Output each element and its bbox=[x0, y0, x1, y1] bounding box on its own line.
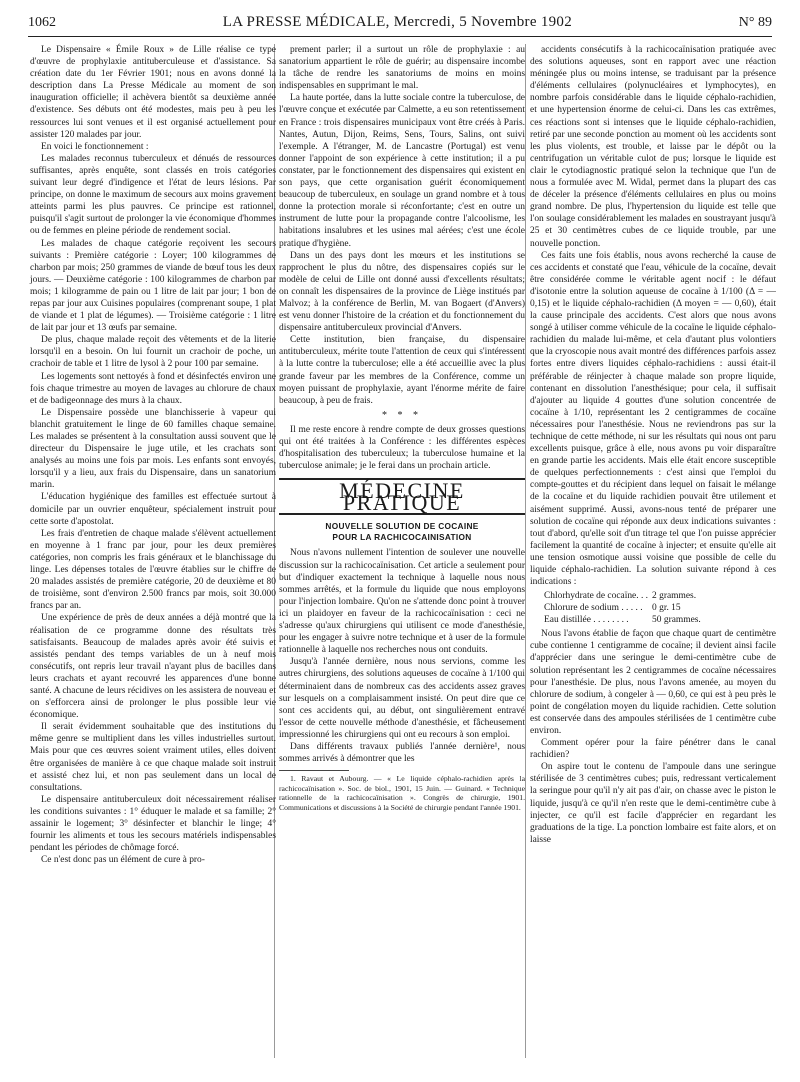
ingredient-amount: 0 gr. 15 bbox=[652, 603, 681, 614]
ingredient-name: Chlorhydrate de cocaïne. . . bbox=[544, 591, 649, 602]
paragraph: Une expérience de près de deux années a déjà montré que la réalisation de ce programme donne des résultats très satisfaisants. Beaucoup de malades après avoir été suivis et assistés pendant des temps variables de un à neuf mois consécutifs, ont repris leur travail n'ayant plus de bacilles dans leurs crachats et ayant recouvré les apparences d'une bonne santé. A chacune de leurs récidives on les assistera de nouveau et on s'efforcera ainsi de prolonger le plus possible leur vie économique. bbox=[30, 613, 276, 721]
paragraph: Dans un des pays dont les mœurs et les institutions se rapprochent le plus du nôtre, des dispensaires copiés sur le modèle de celui de Lille ont donné aussi d'excellents résultats; on connaît les dispensaires de la province de Liège institués par Malvoz; à la conférence de Berlin, M. van Bogaert (d'Anvers) est venu donner l'histoire de la création et du fonctionnement du dispensaire antituberculeux provincial d'Anvers. bbox=[279, 250, 525, 334]
page-number: 1062 bbox=[28, 15, 56, 30]
formula-row bbox=[544, 614, 705, 626]
paragraph: Dans différents travaux publiés l'année dernière¹, nous sommes arrivés à démontrer que les bbox=[279, 741, 525, 765]
paragraph: Ces faits une fois établis, nous avons recherché la cause de ces accidents et constaté que l'eau, véhicule de la cocaïne, devait être considérée comme le véritable agent nocif : le défaut d'isotonie entre la solution aqueuse de cocaïne à 1/100 (Δ = — 0,15) et le liquide céphalo-rachidien (Δ moyen = — 0,60), était la cause principale des accidents. C'est alors que nous avons songé à utiliser comme véhicule de la cocaïne le liquide céphalo-rachidien du malade lui-même, et cela d'autant plus volontiers que la cryoscopie nous avait montré des différences parfois assez fortes entre divers liquides céphalo-rachidiens : aussi était-il préférable de réinjecter à chaque malade son propre liquide, contenant en dissolution l'anesthésique; pour cela, il suffisait d'ajouter au liquide 4 gouttes d'une solution concentrée de cocaïne à 1/10, représentant les 2 centigrammes de cocaïne nécessaires pour l'anesthésie. Nous ne reviendrons pas sur la technique de cette méthode, ni sur les résultats qui nous ont paru excellents puisque, grâce à elle, nous avons pu voir disparaître en grande partie les accidents. Mais elle était encore susceptible de quelques perfectionnements : c'est ainsi que l'emploi du compte-gouttes et du récipient dans lequel on faisait le mélange de la cocaïne et du liquide rachidien pouvait être utilement et aisément supprimé. Aussi, avons-nous tenté de préparer une solution de cocaïne qui réponde aux deux indications suivantes : tout d'abord, qu'elle soit d'un titrage tel que l'on puisse apprécier facilement la quantité de cocaïne à injecter; et ensuite qu'elle ait une tension osmotique aussi voisine que possible de celle du liquide céphalo-rachidien. La solution suivante répond à ces indications : bbox=[530, 250, 776, 588]
column-3 bbox=[530, 44, 776, 846]
paragraph: Jusqu'à l'année dernière, nous nous servions, comme les autres chirurgiens, des solutions aqueuses de cocaïne à 1/100 qui déterminaient dans de nombreux cas des accidents assez graves sur lesquels on a complaisamment insisté. On peut dire que ce sont ces accidents qui, au début, ont singulièrement entravé l'essor de cette nouvelle méthode d'anesthésie, et fâcheusement impressionné les chirurgiens qui ont eu recours à son emploi. bbox=[279, 657, 525, 740]
ingredient-amount: 2 grammes. bbox=[652, 591, 697, 602]
footnote-rule bbox=[279, 770, 349, 771]
formula-row bbox=[544, 602, 705, 614]
ingredient-name: Eau distillée . . . . . . . . bbox=[544, 615, 629, 626]
paragraph: Les logements sont nettoyés à fond et désinfectés environ une fois chaque trimestre au moyen de lavages au chlorure de chaux et de badigeonnage des murs à la chaux. bbox=[30, 371, 276, 406]
article-title-line: NOUVELLE SOLUTION DE COCAINE bbox=[325, 521, 479, 532]
paragraph: Il serait évidemment souhaitable que des institutions du même genre se multiplient dans les villes industrielles surtout. Mais pour que ces œuvres soient vraiment utiles, elles doivent être organisées de manière à ce que chaque malade soit instruit et assisté chez lui, et non pas seulement dans un local de consultations. bbox=[30, 722, 276, 793]
paragraph: Le dispensaire antituberculeux doit nécessairement réaliser les conditions suivantes : 1° éduquer le malade et sa famille; 2° assainir le logement; 3° désinfecter et blanchir le linge; 4° fournir les aliments et tous les secours matériels indispensables pendant les périodes de chômage forcé. bbox=[30, 794, 276, 854]
paragraph: Il me reste encore à rendre compte de deux grosses questions qui ont été traitées à la Conférence : les différentes espèces d'hospitalisation des tuberculeux; la tuberculose humaine et la tuberculose animale; je le ferai dans un prochain article. bbox=[279, 424, 525, 472]
issue-number: N° 89 bbox=[738, 15, 772, 30]
paragraph: Comment opérer pour la faire pénétrer dans le canal rachidien? bbox=[530, 738, 776, 761]
paragraph: Nous l'avons établie de façon que chaque quart de centimètre cube contienne 1 centigramme de cocaïne; il devient ainsi facile d'apprécier dans une seringue le demi-centimètre cube de solution représentant les 2 centigrammes de cocaïne nécessaires pour l'anesthésie. De plus, nous l'avons amenée, au moyen du chlorure de sodium, à congeler à — 0,60, ce qui est à peu près le point de congélation moyen du liquide rachidien. Cette solution est conservée dans des ampoules stérilisées de 1 centimètre cube environ. bbox=[530, 629, 776, 736]
paragraph: Le Dispensaire « Émile Roux » de Lille réalise ce type d'œuvre de prophylaxie antituberculeuse et d'assistance. Sa création date du 1er Février 1901; nous en avons donné la description dans La Presse Médicale au moment de son inauguration officielle; il achèvera bientôt sa deuxième année d'existence. Ses débuts ont été modestes, mais peu à peu les ressources lui sont venues et il est organisé actuellement pour assister 120 malades par jour. bbox=[30, 45, 276, 140]
paragraph: prement parler; il a surtout un rôle de prophylaxie : au sanatorium appartient le rôle de guérir; au dispensaire incombe la tâche de rendre les sanatoriums de moins en moins indispensables en supprimant le mal. bbox=[279, 45, 525, 92]
paragraph: Les frais d'entretien de chaque malade s'élèvent actuellement en moyenne à 1 franc par jour, pour les deux premières catégories, non compris les frais généraux et le blanchissage du linge. Les dépenses totales de l'œuvre établies sur le chiffre de 20 malades assistés de première catégorie, 20 de deuxième et 80 de troisième, sont d'environ 2.500 francs par mois, soit 30.000 francs par an. bbox=[30, 528, 276, 612]
paragraph: accidents consécutifs à la rachicocaïnisation pratiquée avec des solutions aqueuses, sont en rapport avec une réaction méningée plus ou moins intense, se traduisant par la présence d'éléments cellulaires (polynucléaires et lymphocytes), en nombre parfois considérable dans le liquide céphalo-rachidien, et une hypertension énorme de celui-ci. Dans les cas extrêmes, ces réactions sont si intenses que le liquide céphalo-rachidien, retiré par une seconde ponction au moment où les accidents sont les plus violents, est trouble, et laisse par le dépôt ou la centrifugation un véritable culot de pus; lorsque le liquide est clair le cytodiagnostic pratiqué selon la technique que l'un de nous a formulée avec M. Widal, permet dans la plupart des cas de déceler la présence d'éléments cellulaires en plus ou moins grand nombre. De plus, l'hypertension du liquide est telle que l'on soulage considérablement les malades en soustrayant jusqu'à 25 et 30 centimètres cubes de ce liquide trouble, par une nouvelle ponction. bbox=[530, 45, 776, 249]
paragraph: L'éducation hygiénique des familles est effectuée surtout à domicile par un ouvrier enquêteur, spécialement instruit pour cette sorte d'apostolat. bbox=[30, 492, 276, 527]
formula-table bbox=[544, 590, 705, 626]
column-divider bbox=[525, 44, 526, 1058]
column-1 bbox=[30, 44, 276, 866]
paragraph: Ce n'est donc pas un élément de cure à pro- bbox=[41, 855, 205, 866]
ingredient-name: Chlorure de sodium . . . . . bbox=[544, 603, 643, 614]
paragraph: En voici le fonctionnement : bbox=[41, 141, 149, 152]
journal-title: LA PRESSE MÉDICALE, Mercredi, 5 Novembre 1902 bbox=[222, 14, 573, 30]
paragraph: De plus, chaque malade reçoit des vêtements et de la literie lorsqu'il en a besoin. On lui fournit un crachoir de poche, un crachoir de table et 1 litre de lysol à 2 pour 100 par semaine. bbox=[30, 335, 276, 370]
footnote: 1. Ravaut et Aubourg. — « Le liquide céphalo-rachidien après la rachicocaïnisation ». Soc. de biol., 1901, 15 Juin. — Guinard. « Technique rationnelle de la rachicocaïnisation ». Congrès de chirurgie, 1901. Communications et discussions à la Société de chirurgie pendant l'année 1901. bbox=[279, 774, 525, 812]
paragraph: La haute portée, dans la lutte sociale contre la tuberculose, de l'œuvre conçue et exécutée par Calmette, a eu son retentissement en France : trois dispensaires municipaux vont être créés à Paris. Nantes, Autun, Dijon, Reims, Sens, Tours, Salins, ont suivi l'exemple. A l'étranger, M. de Lancastre (Portugal) est venu donner l'appoint de son expérience à cette institution; il a pu constater, par le fonctionnement des dispensaires qui existent en son pays, que cette organisation guérit économiquement beaucoup de tuberculeux, en soulage un grand nombre et à tous donne la protection morale si réconfortante; c'est en outre un instrument de lutte pour la propagande contre l'alcoolisme, les habitations insalubres et les usines mal aérées; c'est une école pratique d'hygiène. bbox=[279, 93, 525, 249]
paragraph: Le Dispensaire possède une blanchisserie à vapeur qui blanchit gratuitement le linge de 60 familles chaque semaine. Les malades se présentent à la consultation aussi souvent que le directeur du Dispensaire le juge utile, et les crachats sont analysés au moins une fois par mois. Les enfants sont envoyés, lorsqu'il y a lieu, aux frais du Dispensaire, dans un sanatorium marin. bbox=[30, 407, 276, 491]
paragraph: Nous n'avons nullement l'intention de soulever une nouvelle discussion sur la rachicocaïnisation. Cet article a seulement pour but d'indiquer exactement la technique à laquelle nous nous sommes arrêtés, et la formule du liquide que nous employons pour l'injection lombaire. Qu'on ne s'attende donc point à trouver ici un plaidoyer en faveur de la rachicocaïnisation : ceci ne s'adresse qu'aux chirurgiens qui utilisent ce mode d'anesthésie, pour les engager à suivre notre technique et à user de la formule rationnelle à laquelle nos recherches nous ont conduits. bbox=[279, 548, 525, 656]
paragraph: Les malades de chaque catégorie reçoivent les secours suivants : Première catégorie : Loyer; 100 kilogrammes de charbon par mois; 250 grammes de viande de bœuf tous les deux jours. — Deuxième catégorie : 100 kilogrammes de charbon par mois; 1 kilogramme de pain ou 1 litre de lait par jour; 1 bon de repas par jour aux Cuisines populaires (comprenant soupe, 1 plat de viande et 1 plat de légumes). — Troisième catégorie : 1 litre de lait par jour et 13 œufs par semaine. bbox=[30, 238, 276, 334]
paragraph: On aspire tout le contenu de l'ampoule dans une seringue stérilisée de 3 centimètres cubes; puis, redressant verticalement la seringue pour qu'il n'y ait pas d'air, on chasse avec le piston le liquide, jusqu'à ce qu'il n'en reste que le demi-centimètre cube à injecter, ce qu'il est facile d'apprécier en regardant les graduations de la tige. La ponction lombaire est faite alors, et on laisse bbox=[530, 762, 776, 845]
article-title-line: POUR LA RACHICOCAINISATION bbox=[332, 532, 472, 543]
column-2 bbox=[279, 44, 525, 813]
article-title bbox=[279, 521, 525, 543]
section-title: MÉDECINE PRATIQUE bbox=[279, 478, 525, 515]
formula-row bbox=[544, 590, 705, 602]
page-header bbox=[28, 14, 772, 37]
paragraph: Les malades reconnus tuberculeux et dénués de ressources suffisantes, après enquête, sont classés en trois catégories suivant leur degré d'indigence et l'état de leurs lésions. Par principe, on donne le maximum de secours aux moins gravement atteints parmi les plus pauvres. Ce principe est rationnel, puisqu'il s'agit surtout de prolonger la vie économique d'hommes ou de femmes en pleine période de rendement social. bbox=[30, 153, 276, 237]
ingredient-amount: 50 grammes. bbox=[652, 615, 701, 626]
paragraph: Cette institution, bien française, du dispensaire antituberculeux, mérite toute l'attention de ceux qui s'intéressent à la lutte contre la tuberculose; elle a été accueillie avec la plus grande faveur par les membres de la Conférence, comme un moyen puissant de prophylaxie, ayant l'énorme mérite de faire beaucoup, à peu de frais. bbox=[279, 335, 525, 406]
section-separator: * * * bbox=[382, 409, 422, 421]
